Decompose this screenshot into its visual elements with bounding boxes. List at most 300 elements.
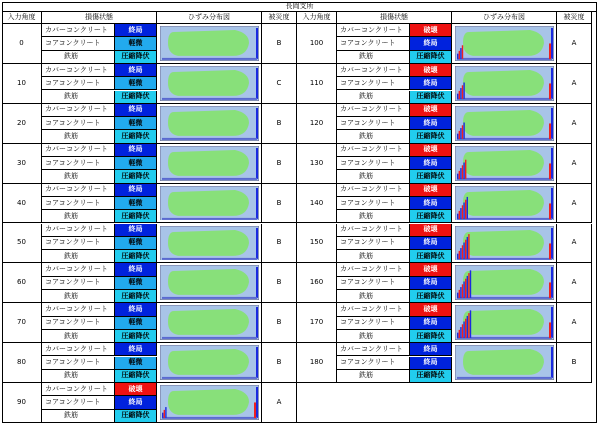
status-badge: 破壊 xyxy=(410,24,452,37)
status-badge: 圧縮降伏 xyxy=(410,170,452,183)
header-angle: 入力角度 xyxy=(2,12,42,24)
part-label: 鉄筋 xyxy=(337,91,410,104)
diagram-core xyxy=(463,150,544,176)
diagram-edge-mark xyxy=(256,148,258,179)
part-label: 鉄筋 xyxy=(42,290,115,303)
diagram-edge-mark xyxy=(256,188,258,219)
diagram-failure-bar xyxy=(463,282,464,298)
diagram-failure-bar xyxy=(457,333,458,338)
diagram-failure-bar xyxy=(465,319,466,338)
part-label: 鉄筋 xyxy=(337,130,410,143)
status-badge: 圧縮降伏 xyxy=(410,330,452,343)
status-badge: 終局 xyxy=(115,303,157,316)
part-label: カバーコンクリート xyxy=(42,263,115,276)
diagram-failure-bar xyxy=(457,133,458,138)
part-label: カバーコンクリート xyxy=(42,383,115,396)
status-badge: 軽微 xyxy=(115,357,157,370)
rating-cell: A xyxy=(557,263,592,303)
rating-cell: B xyxy=(262,224,297,264)
part-label: コアコンクリート xyxy=(337,77,410,90)
status-badge: 終局 xyxy=(410,197,452,210)
status-badge: 圧縮降伏 xyxy=(115,410,157,423)
diagram-failure-bar xyxy=(549,123,551,139)
diagram-failure-bar xyxy=(458,171,459,179)
status-badge: 軽微 xyxy=(115,197,157,210)
diagram-bottom-mark xyxy=(457,217,552,219)
header-distribution: ひずみ分布図 xyxy=(157,12,262,24)
diagram-failure-bar xyxy=(549,243,551,259)
diagram-bottom-mark xyxy=(162,138,257,140)
part-label: コアコンクリート xyxy=(42,37,115,50)
part-label: 鉄筋 xyxy=(337,250,410,263)
diagram-failure-bar xyxy=(162,413,163,418)
diagram-edge-mark xyxy=(551,28,553,59)
rating-cell: B xyxy=(262,184,297,224)
rating-cell: A xyxy=(557,24,592,64)
status-badge: 軽微 xyxy=(115,117,157,130)
diagram-failure-bar xyxy=(460,287,461,298)
part-label: カバーコンクリート xyxy=(42,224,115,237)
status-badge: 終局 xyxy=(410,277,452,290)
diagram-core xyxy=(463,349,544,375)
status-badge: 圧縮降伏 xyxy=(410,370,452,383)
strain-diagram-cell xyxy=(452,263,557,303)
part-label: 鉄筋 xyxy=(337,51,410,64)
strain-diagram xyxy=(160,226,259,261)
diagram-edge-mark xyxy=(551,228,553,259)
part-label: 鉄筋 xyxy=(42,370,115,383)
strain-diagram-cell xyxy=(452,224,557,264)
strain-diagram-cell xyxy=(157,64,262,104)
part-label: 鉄筋 xyxy=(337,370,410,383)
diagram-failure-bar xyxy=(463,242,464,258)
diagram-failure-bar xyxy=(463,82,464,98)
status-badge: 破壊 xyxy=(410,144,452,157)
strain-diagram xyxy=(160,265,259,300)
part-label: カバーコンクリート xyxy=(42,303,115,316)
diagram-failure-bar xyxy=(469,311,470,339)
diagram-failure-bar xyxy=(463,202,464,218)
status-badge: 破壊 xyxy=(410,303,452,316)
status-badge: 圧縮降伏 xyxy=(115,250,157,263)
status-badge: 破壊 xyxy=(115,383,157,396)
diagram-bottom-mark xyxy=(457,377,552,379)
rating-cell: A xyxy=(557,184,592,224)
angle-cell: 30 xyxy=(2,144,42,184)
diagram-failure-bar xyxy=(460,208,461,219)
angle-cell: 150 xyxy=(297,224,337,264)
status-badge: 圧縮降伏 xyxy=(410,130,452,143)
angle-cell: 40 xyxy=(2,184,42,224)
diagram-core xyxy=(463,190,544,216)
diagram-core xyxy=(168,349,249,375)
diagram-edge-mark xyxy=(256,108,258,139)
diagram-failure-bar xyxy=(549,163,551,179)
strain-diagram xyxy=(160,146,259,181)
diagram-core xyxy=(463,110,544,136)
strain-diagram xyxy=(455,106,554,141)
part-label: コアコンクリート xyxy=(337,277,410,290)
angle-cell: 10 xyxy=(2,64,42,104)
diagram-bottom-mark xyxy=(162,257,257,259)
diagram-edge-mark xyxy=(256,228,258,259)
rating-cell: B xyxy=(262,144,297,184)
diagram-failure-bar xyxy=(458,91,459,99)
rating-cell: B xyxy=(262,303,297,343)
part-label: コアコンクリート xyxy=(337,157,410,170)
diagram-failure-bar xyxy=(458,210,459,218)
part-label: 鉄筋 xyxy=(42,130,115,143)
part-label: カバーコンクリート xyxy=(337,64,410,77)
part-label: カバーコンクリート xyxy=(42,343,115,356)
strain-diagram xyxy=(160,106,259,141)
rating-cell: A xyxy=(557,303,592,343)
diagram-bottom-mark xyxy=(162,297,257,299)
diagram-failure-bar xyxy=(458,250,459,258)
part-label: カバーコンクリート xyxy=(42,64,115,77)
part-label: カバーコンクリート xyxy=(337,24,410,37)
diagram-bottom-mark xyxy=(457,178,552,180)
part-label: カバーコンクリート xyxy=(337,184,410,197)
diagram-edge-mark xyxy=(551,68,553,99)
angle-cell: 80 xyxy=(2,343,42,383)
part-label: カバーコンクリート xyxy=(337,343,410,356)
status-badge: 終局 xyxy=(115,64,157,77)
status-badge: 終局 xyxy=(115,144,157,157)
header-angle: 入力角度 xyxy=(297,12,337,24)
status-badge: 終局 xyxy=(115,184,157,197)
diagram-core xyxy=(168,269,249,295)
angle-cell: 130 xyxy=(297,144,337,184)
diagram-failure-bar xyxy=(163,410,164,418)
status-badge: 終局 xyxy=(410,317,452,330)
angle-cell: 60 xyxy=(2,263,42,303)
diagram-failure-bar xyxy=(466,276,467,298)
diagram-failure-bar xyxy=(468,313,469,338)
part-label: 鉄筋 xyxy=(42,170,115,183)
diagram-core xyxy=(168,70,249,96)
diagram-failure-bar xyxy=(457,54,458,59)
status-badge: 終局 xyxy=(410,117,452,130)
diagram-failure-bar xyxy=(457,213,458,218)
diagram-core xyxy=(168,30,249,56)
status-badge: 破壊 xyxy=(410,104,452,117)
status-badge: 圧縮降伏 xyxy=(410,51,452,64)
status-badge: 圧縮降伏 xyxy=(410,250,452,263)
diagram-failure-bar xyxy=(463,162,464,178)
status-badge: 圧縮降伏 xyxy=(410,210,452,223)
part-label: カバーコンクリート xyxy=(42,144,115,157)
strain-diagram xyxy=(455,26,554,61)
status-badge: 終局 xyxy=(115,24,157,37)
part-label: 鉄筋 xyxy=(42,410,115,423)
strain-diagram xyxy=(160,345,259,380)
diagram-failure-bar xyxy=(461,285,462,299)
angle-cell: 50 xyxy=(2,224,42,264)
status-badge: 軽微 xyxy=(115,157,157,170)
strain-diagram-cell xyxy=(452,64,557,104)
part-label: 鉄筋 xyxy=(337,170,410,183)
status-badge: 圧縮降伏 xyxy=(115,210,157,223)
diagram-core xyxy=(463,70,544,96)
diagram-failure-bar xyxy=(461,125,462,139)
table-divider xyxy=(296,12,297,423)
diagram-bottom-mark xyxy=(162,337,257,339)
sheet-title: 長岡支所 xyxy=(2,2,597,12)
part-label: コアコンクリート xyxy=(337,237,410,250)
diagram-failure-bar xyxy=(468,234,469,259)
diagram-bottom-mark xyxy=(162,377,257,379)
rating-cell: A xyxy=(557,104,592,144)
strain-diagram xyxy=(455,305,554,340)
diagram-failure-bar xyxy=(468,274,469,299)
header-distribution: ひずみ分布図 xyxy=(452,12,557,24)
part-label: コアコンクリート xyxy=(42,396,115,409)
strain-diagram xyxy=(160,26,259,61)
diagram-edge-mark xyxy=(256,28,258,59)
angle-cell: 170 xyxy=(297,303,337,343)
status-badge: 破壊 xyxy=(410,184,452,197)
rating-cell: A xyxy=(557,64,592,104)
status-badge: 軽微 xyxy=(115,37,157,50)
rating-cell: A xyxy=(557,144,592,184)
diagram-bottom-mark xyxy=(457,297,552,299)
diagram-core xyxy=(168,389,249,415)
diagram-failure-bar xyxy=(549,43,551,59)
status-badge: 終局 xyxy=(410,157,452,170)
diagram-failure-bar xyxy=(461,85,462,99)
status-badge: 破壊 xyxy=(410,64,452,77)
angle-cell: 90 xyxy=(2,383,42,423)
strain-diagram xyxy=(455,186,554,221)
diagram-failure-bar xyxy=(549,283,551,299)
diagram-core xyxy=(463,230,544,256)
angle-cell: 140 xyxy=(297,184,337,224)
diagram-failure-bar xyxy=(457,253,458,258)
status-badge: 終局 xyxy=(410,77,452,90)
status-badge: 圧縮降伏 xyxy=(115,51,157,64)
part-label: 鉄筋 xyxy=(42,91,115,104)
diagram-bottom-mark xyxy=(162,178,257,180)
diagram-failure-bar xyxy=(465,199,466,218)
diagram-failure-bar xyxy=(458,290,459,298)
diagram-core xyxy=(168,110,249,136)
strain-diagram-cell xyxy=(157,303,262,343)
diagram-failure-bar xyxy=(458,330,459,338)
part-label: コアコンクリート xyxy=(42,237,115,250)
diagram-core xyxy=(168,190,249,216)
status-badge: 終局 xyxy=(115,396,157,409)
diagram-failure-bar xyxy=(461,245,462,259)
part-label: カバーコンクリート xyxy=(337,144,410,157)
status-badge: 破壊 xyxy=(410,263,452,276)
diagram-edge-mark xyxy=(256,307,258,338)
rating-cell: B xyxy=(262,104,297,144)
strain-diagram-cell xyxy=(157,104,262,144)
strain-diagram-cell xyxy=(452,104,557,144)
status-badge: 終局 xyxy=(115,263,157,276)
part-label: コアコンクリート xyxy=(42,197,115,210)
diagram-core xyxy=(463,309,544,335)
diagram-failure-bar xyxy=(463,322,464,338)
rating-cell: B xyxy=(262,343,297,383)
diagram-core xyxy=(168,309,249,335)
diagram-bottom-mark xyxy=(162,98,257,100)
strain-diagram-cell xyxy=(157,144,262,184)
status-badge: 軽微 xyxy=(115,277,157,290)
rating-cell: C xyxy=(262,64,297,104)
diagram-failure-bar xyxy=(457,94,458,99)
strain-diagram xyxy=(455,226,554,261)
part-label: 鉄筋 xyxy=(337,330,410,343)
rating-cell: B xyxy=(557,343,592,383)
diagram-failure-bar xyxy=(461,45,462,59)
diagram-bottom-mark xyxy=(162,58,257,60)
diagram-bottom-mark xyxy=(457,337,552,339)
strain-diagram-cell xyxy=(452,24,557,64)
diagram-failure-bar xyxy=(549,83,551,99)
part-label: コアコンクリート xyxy=(42,77,115,90)
diagram-failure-bar xyxy=(460,88,461,99)
angle-cell: 0 xyxy=(2,24,42,64)
diagram-edge-mark xyxy=(551,108,553,139)
part-label: コアコンクリート xyxy=(42,117,115,130)
part-label: カバーコンクリート xyxy=(42,104,115,117)
diagram-bottom-mark xyxy=(457,138,552,140)
part-label: カバーコンクリート xyxy=(42,184,115,197)
status-badge: 終局 xyxy=(410,343,452,356)
angle-cell: 20 xyxy=(2,104,42,144)
header-rating: 被災度 xyxy=(262,12,297,24)
strain-diagram xyxy=(160,186,259,221)
diagram-core xyxy=(168,150,249,176)
diagram-edge-mark xyxy=(551,267,553,298)
status-badge: 終局 xyxy=(410,237,452,250)
rating-cell: B xyxy=(262,24,297,64)
header-damage-state: 損傷状態 xyxy=(337,12,452,24)
diagram-failure-bar xyxy=(461,325,462,339)
diagram-edge-mark xyxy=(256,347,258,378)
diagram-failure-bar xyxy=(466,197,467,219)
part-label: コアコンクリート xyxy=(337,317,410,330)
strain-diagram-cell xyxy=(452,144,557,184)
part-label: コアコンクリート xyxy=(337,357,410,370)
part-label: カバーコンクリート xyxy=(337,303,410,316)
diagram-core xyxy=(463,30,544,56)
diagram-bottom-mark xyxy=(457,257,552,259)
status-badge: 終局 xyxy=(410,37,452,50)
diagram-edge-mark xyxy=(256,68,258,99)
diagram-failure-bar xyxy=(549,203,551,219)
part-label: コアコンクリート xyxy=(42,277,115,290)
status-badge: 圧縮降伏 xyxy=(115,130,157,143)
diagram-failure-bar xyxy=(165,407,166,418)
part-label: カバーコンクリート xyxy=(337,104,410,117)
part-label: 鉄筋 xyxy=(42,250,115,263)
angle-cell: 180 xyxy=(297,343,337,383)
part-label: コアコンクリート xyxy=(42,157,115,170)
diagram-failure-bar xyxy=(461,205,462,219)
part-label: 鉄筋 xyxy=(42,330,115,343)
diagram-failure-bar xyxy=(458,51,459,59)
part-label: コアコンクリート xyxy=(42,357,115,370)
diagram-core xyxy=(168,230,249,256)
part-label: カバーコンクリート xyxy=(42,24,115,37)
diagram-failure-bar xyxy=(469,271,470,299)
strain-diagram-cell xyxy=(157,224,262,264)
status-badge: 圧縮降伏 xyxy=(115,370,157,383)
status-badge: 軽微 xyxy=(115,77,157,90)
diagram-failure-bar xyxy=(460,168,461,179)
diagram-edge-mark xyxy=(551,307,553,338)
strain-diagram xyxy=(160,385,259,420)
angle-cell: 110 xyxy=(297,64,337,104)
diagram-failure-bar xyxy=(463,122,464,138)
diagram-failure-bar xyxy=(465,239,466,258)
status-badge: 圧縮降伏 xyxy=(115,290,157,303)
diagram-failure-bar xyxy=(466,236,467,258)
part-label: カバーコンクリート xyxy=(337,224,410,237)
part-label: コアコンクリート xyxy=(42,317,115,330)
part-label: 鉄筋 xyxy=(42,210,115,223)
diagram-bottom-mark xyxy=(162,417,257,419)
strain-diagram-cell xyxy=(157,24,262,64)
diagram-failure-bar xyxy=(460,128,461,139)
strain-diagram-cell xyxy=(452,343,557,383)
status-badge: 圧縮降伏 xyxy=(410,290,452,303)
diagram-failure-bar xyxy=(465,159,466,178)
status-badge: 破壊 xyxy=(410,224,452,237)
status-badge: 終局 xyxy=(115,343,157,356)
status-badge: 圧縮降伏 xyxy=(115,170,157,183)
damage-table xyxy=(2,2,597,423)
part-label: コアコンクリート xyxy=(337,197,410,210)
diagram-bottom-mark xyxy=(457,58,552,60)
diagram-failure-bar xyxy=(460,248,461,259)
diagram-failure-bar xyxy=(458,131,459,139)
diagram-failure-bar xyxy=(457,173,458,178)
status-badge: 終局 xyxy=(410,357,452,370)
diagram-failure-bar xyxy=(460,48,461,59)
strain-diagram-cell xyxy=(157,263,262,303)
part-label: 鉄筋 xyxy=(337,290,410,303)
diagram-failure-bar xyxy=(549,323,551,339)
strain-diagram xyxy=(160,305,259,340)
angle-cell: 70 xyxy=(2,303,42,343)
diagram-edge-mark xyxy=(551,347,553,378)
status-badge: 圧縮降伏 xyxy=(115,91,157,104)
strain-diagram xyxy=(455,265,554,300)
strain-diagram xyxy=(455,146,554,181)
diagram-core xyxy=(463,269,544,295)
diagram-failure-bar xyxy=(466,316,467,338)
status-badge: 圧縮降伏 xyxy=(115,330,157,343)
strain-diagram-cell xyxy=(157,383,262,423)
diagram-failure-bar xyxy=(465,279,466,298)
diagram-edge-mark xyxy=(256,267,258,298)
diagram-failure-bar xyxy=(460,327,461,338)
angle-cell: 100 xyxy=(297,24,337,64)
rating-cell: A xyxy=(557,224,592,264)
part-label: 鉄筋 xyxy=(42,51,115,64)
angle-cell: 160 xyxy=(297,263,337,303)
part-label: カバーコンクリート xyxy=(337,263,410,276)
strain-diagram-cell xyxy=(452,184,557,224)
part-label: コアコンクリート xyxy=(337,117,410,130)
diagram-edge-mark xyxy=(551,188,553,219)
header-rating: 被災度 xyxy=(557,12,592,24)
status-badge: 軽微 xyxy=(115,237,157,250)
